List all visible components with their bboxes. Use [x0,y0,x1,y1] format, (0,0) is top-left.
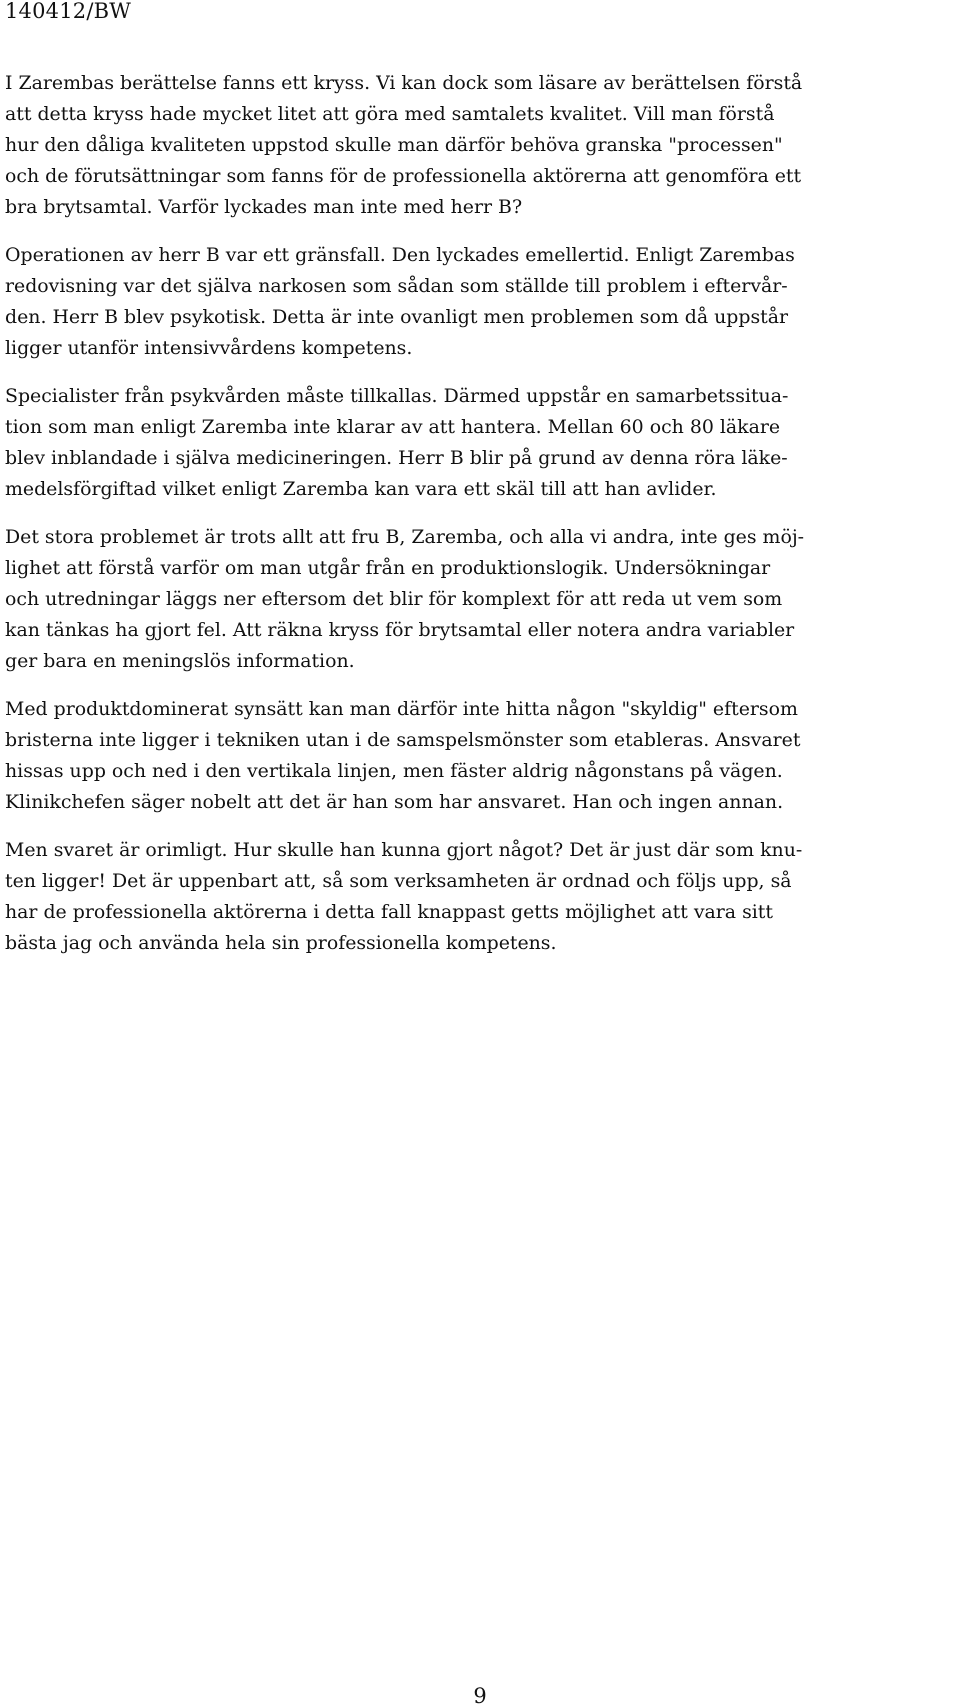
text-line: ten ligger! Det är uppenbart att, så som verksamheten är ordnad och följs upp, så [5,870,792,892]
text-line: lighet att förstå varför om man utgår från en produktionslogik. Undersökningar [5,557,771,579]
document-body [5,68,955,959]
paragraph-gap [5,505,955,522]
text-line: bra brytsamtal. Varför lyckades man inte med herr B? [5,196,523,218]
paragraph-3 [5,381,955,505]
paragraph-gap [5,677,955,694]
text-line: I Zarembas berättelse fanns ett kryss. Vi kan dock som läsare av berättelsen förstå [5,72,803,94]
paragraph-2 [5,240,955,364]
text-line: bristerna inte ligger i tekniken utan i de samspelsmönster som etableras. Ansvaret [5,729,801,751]
text-line: Operationen av herr B var ett gränsfall. Den lyckades emellertid. Enligt Zarembas [5,244,795,266]
text-line: tion som man enligt Zaremba inte klarar av att hantera. Mellan 60 och 80 läkare [5,416,781,438]
text-line: blev inblandade i själva medicineringen. Herr B blir på grund av denna röra läke- [5,447,788,469]
text-line: bästa jag och använda hela sin professionella kompetens. [5,932,557,954]
text-line: Det stora problemet är trots allt att fru B, Zaremba, och alla vi andra, inte ges möj- [5,526,805,548]
text-line: Med produktdominerat synsätt kan man därför inte hitta någon "skyldig" eftersom [5,698,798,720]
paragraph-5 [5,694,955,818]
text-line: och utredningar läggs ner eftersom det blir för komplext för att reda ut vem som [5,588,783,610]
text-line: ligger utanför intensivvårdens kompetens. [5,337,413,359]
text-line: medelsförgiftad vilket enligt Zaremba kan vara ett skäl till att han avlider. [5,478,717,500]
paragraph-gap [5,223,955,240]
paragraph-4 [5,522,955,677]
text-line: att detta kryss hade mycket litet att göra med samtalets kvalitet. Vill man förstå [5,103,775,125]
text-line: den. Herr B blev psykotisk. Detta är inte ovanligt men problemen som då uppstår [5,306,789,328]
text-line: ger bara en meningslös information. [5,650,355,672]
paragraph-1 [5,68,955,223]
text-line: Klinikchefen säger nobelt att det är han som har ansvaret. Han och ingen annan. [5,791,784,813]
text-line: kan tänkas ha gjort fel. Att räkna kryss för brytsamtal eller notera andra variabler [5,619,795,641]
text-line: Specialister från psykvården måste tillkallas. Därmed uppstår en samarbetssitua- [5,385,789,407]
text-line: hissas upp och ned i den vertikala linjen, men fäster aldrig någonstans på vägen. [5,760,783,782]
text-line: har de professionella aktörerna i detta fall knappast getts möjlighet att vara sitt [5,901,773,923]
document-header-code: 140412/BW [5,0,132,23]
text-line: Men svaret är orimligt. Hur skulle han kunna gjort något? Det är just där som knu- [5,839,803,861]
page-number: 9 [473,1684,487,1708]
paragraph-gap [5,364,955,381]
text-line: och de förutsättningar som fanns för de professionella aktörerna att genomföra ett [5,165,802,187]
paragraph-gap [5,818,955,835]
paragraph-6 [5,835,955,959]
text-line: redovisning var det själva narkosen som sådan som ställde till problem i eftervår- [5,275,788,297]
text-line: hur den dåliga kvaliteten uppstod skulle man därför behöva granska "processen" [5,134,783,156]
